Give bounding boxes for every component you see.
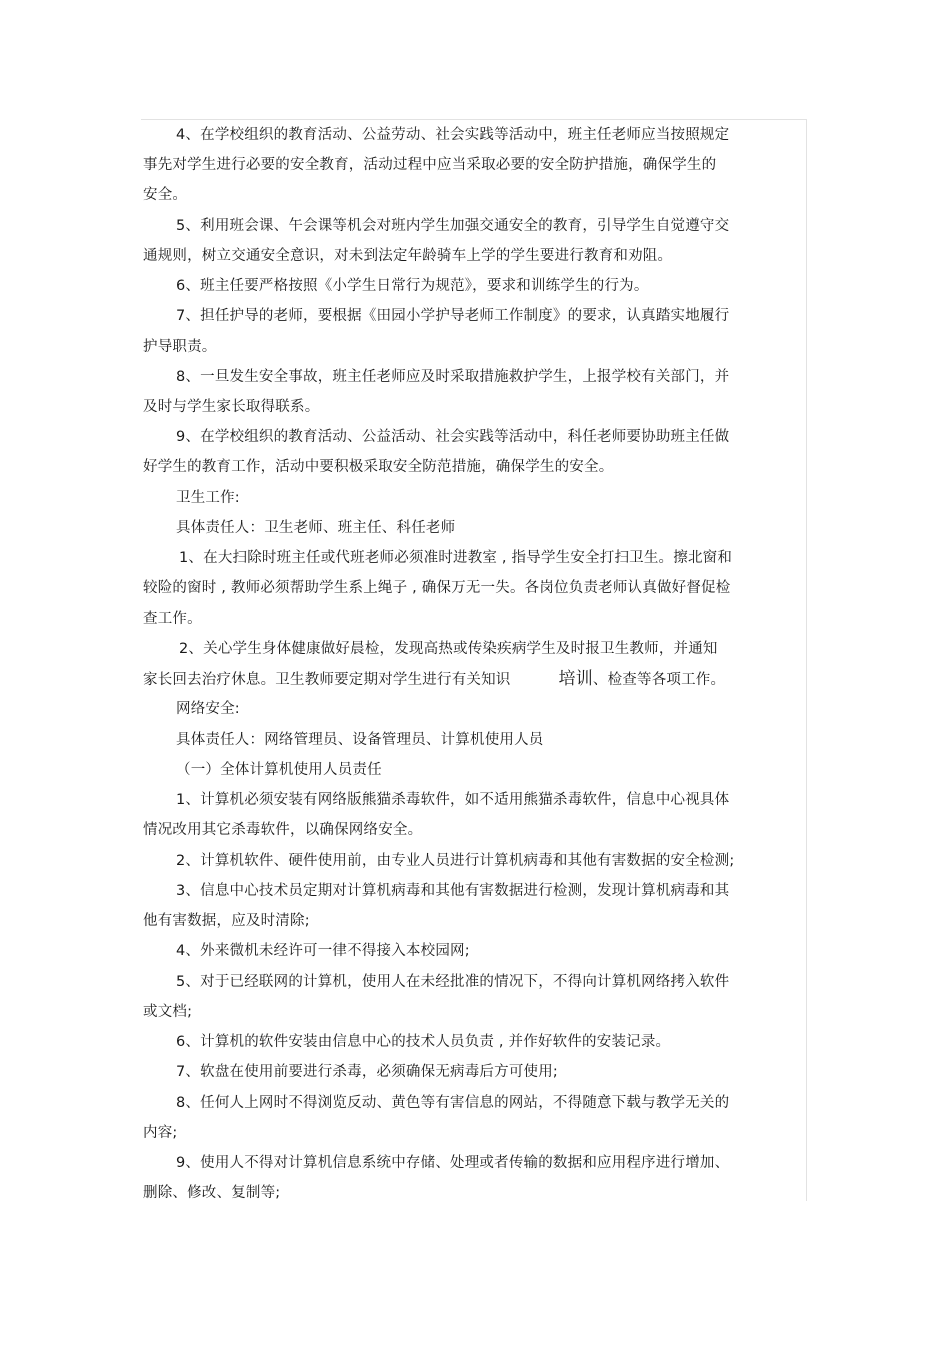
paragraph-line: 5、对于已经联网的计算机，使用人在未经批准的情况下，不得向计算机网络拷入软件 (176, 974, 730, 990)
paragraph-line: 4、在学校组织的教育活动、公益劳动、社会实践等活动中，班主任老师应当按照规定 (176, 127, 730, 143)
paragraph-line: 6、计算机的软件安装由信息中心的技术人员负责 , 并作好软件的安装记录。 (176, 1034, 671, 1050)
section-heading: 网络安全: (176, 701, 240, 717)
paragraph-line (143, 670, 725, 689)
paragraph-line: 2、关心学生身体健康做好晨检，发现高热或传染疾病学生及时报卫生教师，并通知 (179, 641, 718, 657)
paragraph-line: 8、任何人上网时不得浏览反动、黄色等有害信息的网站，不得随意下载与教学无关的 (176, 1095, 730, 1111)
paragraph-line: 安全。 (143, 187, 188, 203)
subsection-heading: （一）全体计算机使用人员责任 (176, 762, 382, 778)
paragraph-line: 或文档; (143, 1004, 193, 1020)
paragraph-line: 删除、修改、复制等; (143, 1185, 281, 1201)
paragraph-line: 4、外来微机未经许可一律不得接入本校园网; (176, 943, 470, 959)
paragraph-line: 5、利用班会课、午会课等机会对班内学生加强交通安全的教育，引导学生自觉遵守交 (176, 218, 730, 234)
paragraph-line: 7、担任护导的老师，要根据《田园小学护导老师工作制度》的要求，认真踏实地履行 (176, 308, 730, 324)
paragraph-line: 事先对学生进行必要的安全教育，活动过程中应当采取必要的安全防护措施，确保学生的 (143, 157, 717, 173)
paragraph-line: 护导职责。 (143, 339, 217, 355)
paragraph-text: 、检查等各项工作。 (592, 672, 726, 688)
responsible-persons: 具体责任人：卫生老师、班主任、科任老师 (176, 520, 456, 536)
paragraph-line: 情况改用其它杀毒软件，以确保网络安全。 (143, 822, 423, 838)
paragraph-line: 及时与学生家长取得联系。 (143, 399, 320, 415)
paragraph-line: 9、使用人不得对计算机信息系统中存储、处理或者传输的数据和应用程序进行增加、 (176, 1155, 730, 1171)
paragraph-emphasis: 培训 (558, 669, 593, 689)
paragraph-line: 通规则，树立交通安全意识，对未到法定年龄骑车上学的学生要进行教育和劝阻。 (143, 248, 673, 264)
paragraph-line: 9、在学校组织的教育活动、公益活动、社会实践等活动中，科任老师要协助班主任做 (176, 429, 730, 445)
paragraph-line: 他有害数据，应及时清除; (143, 913, 310, 929)
paragraph-line: 8、一旦发生安全事故，班主任老师应及时采取措施救护学生，上报学校有关部门，并 (176, 369, 730, 385)
responsible-persons: 具体责任人：网络管理员、设备管理员、计算机使用人员 (176, 732, 544, 748)
paragraph-line: 3、信息中心技术员定期对计算机病毒和其他有害数据进行检测，发现计算机病毒和其 (176, 883, 730, 899)
paragraph-line: 7、软盘在使用前要进行杀毒，必须确保无病毒后方可使用; (176, 1064, 559, 1080)
paragraph-line: 内容; (143, 1125, 178, 1141)
paragraph-line: 6、班主任要严格按照《小学生日常行为规范》，要求和训练学生的行为。 (176, 278, 649, 294)
paragraph-line: 1、计算机必须安装有网络版熊猫杀毒软件，如不适用熊猫杀毒软件，信息中心视具体 (176, 792, 730, 808)
paragraph-line: 2、计算机软件、硬件使用前，由专业人员进行计算机病毒和其他有害数据的安全检测; (176, 853, 735, 869)
paragraph-line: 查工作。 (143, 611, 202, 627)
paragraph-line: 较险的窗时 , 教师必须帮助学生系上绳子 , 确保万无一失。各岗位负责老师认真做好督促检 (143, 580, 731, 596)
paragraph-line: 1、在大扫除时班主任或代班老师必须准时进教室 , 指导学生安全打扫卫生。擦北窗和 (179, 550, 733, 566)
paragraph-line: 好学生的教育工作，活动中要积极采取安全防范措施，确保学生的安全。 (143, 459, 614, 475)
paragraph-text: 家长回去治疗休息。卫生教师要定期对学生进行有关知识 (143, 672, 511, 688)
section-heading: 卫生工作: (176, 490, 240, 506)
